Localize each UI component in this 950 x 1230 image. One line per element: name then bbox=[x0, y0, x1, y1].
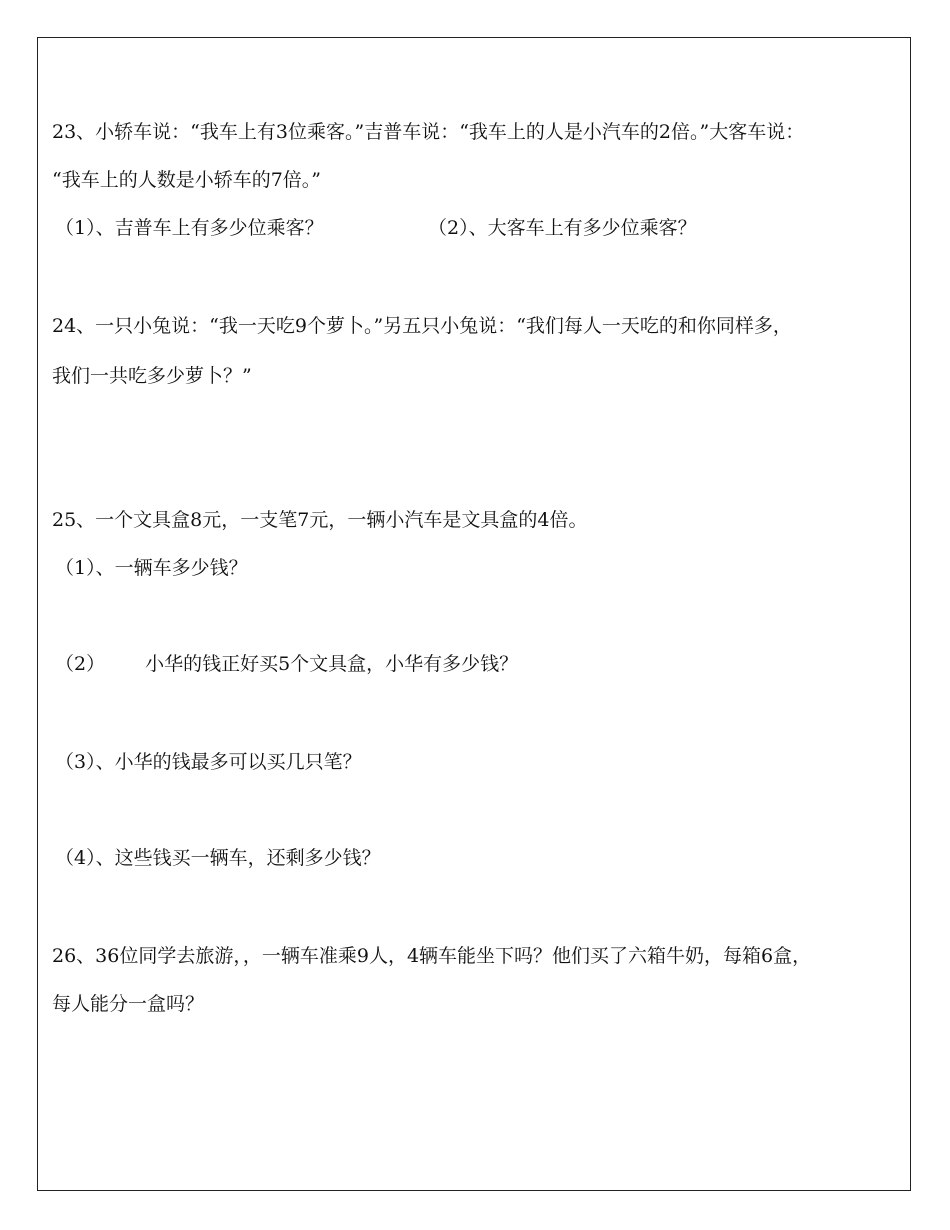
question-23-line-2: “我车上的人数是小轿车的7倍。” bbox=[52, 169, 322, 191]
question-26-line-1: 26、36位同学去旅游，，一辆车准乘9人，4辆车能坐下吗？他们买了六箱牛奶，每箱6盒， bbox=[52, 945, 812, 967]
question-26-line-2: 每人能分一盒吗？ bbox=[52, 993, 205, 1015]
question-25-subquestion-3: （3）、小华的钱最多可以买几只笔？ bbox=[55, 751, 362, 773]
question-23-subquestion-2: （2）、大客车上有多少位乘客？ bbox=[428, 217, 697, 239]
question-23-subquestion-1: （1）、吉普车上有多少位乘客？ bbox=[55, 217, 324, 239]
question-25-subquestion-2 bbox=[55, 652, 518, 676]
page-frame bbox=[37, 37, 911, 1191]
question-25-line-1: 25、一个文具盒8元，一支笔7元，一辆小汽车是文具盒的4倍。 bbox=[52, 509, 588, 531]
question-25-subquestion-1: （1）、一辆车多少钱？ bbox=[55, 557, 248, 579]
question-25-subquestion-2-label: （2） bbox=[55, 653, 106, 675]
question-24-line-2: 我们一共吃多少萝卜？” bbox=[52, 365, 252, 387]
question-25-subquestion-2-text: 小华的钱正好买5个文具盒，小华有多少钱？ bbox=[145, 653, 519, 675]
question-25-subquestion-4: （4）、这些钱买一辆车，还剩多少钱？ bbox=[55, 847, 381, 869]
question-23-line-1: 23、小轿车说：“我车上有3位乘客。”吉普车说：“我车上的人是小汽车的2倍。”大客车说： bbox=[52, 121, 805, 143]
question-24-line-1: 24、一只小兔说：“我一天吃9个萝卜。”另五只小兔说：“我们每人一天吃的和你同样多， bbox=[52, 315, 792, 337]
